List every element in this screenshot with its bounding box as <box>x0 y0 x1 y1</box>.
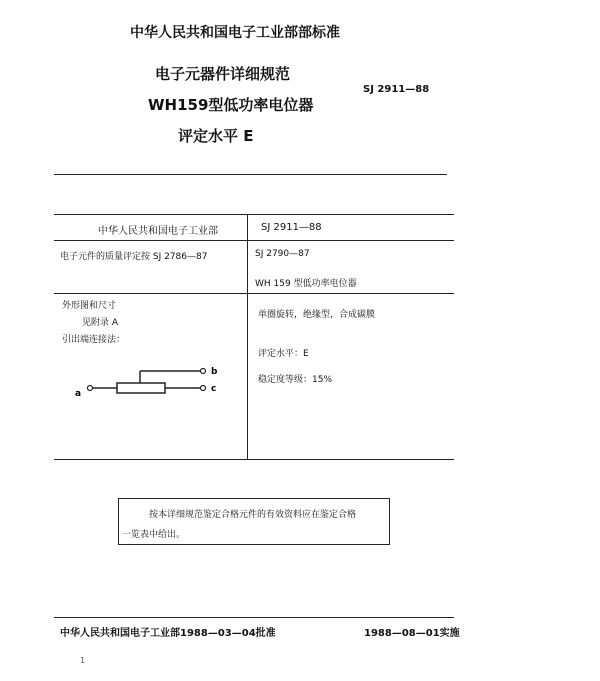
qualification-note-box <box>118 498 390 545</box>
table-cell-sectional-spec: SJ 2790—87 <box>255 249 310 259</box>
outline-dimensions-label: 外形图和尺寸 <box>62 301 117 311</box>
terminal-c-label: c <box>211 384 217 394</box>
table-cell-std-number: SJ 2911—88 <box>261 222 322 233</box>
header-rule <box>54 174 447 175</box>
table-cell-product-name: WH 159 型低功率电位器 <box>255 279 357 289</box>
implementation-date: 1988—08—01实施 <box>364 628 460 639</box>
approval-date: 中华人民共和国电子工业部1988—03—04批准 <box>60 628 276 639</box>
page-number: 1 <box>80 656 86 665</box>
potentiometer-connection-diagram <box>70 360 240 405</box>
table-row1-divider <box>54 240 454 241</box>
note-line-2: 一览表中给出。 <box>122 530 186 540</box>
appendix-reference: 见附录 A <box>82 318 119 328</box>
feature-description: 单圈旋转，绝缘型，合成碳膜 <box>258 310 376 320</box>
table-center-divider <box>247 214 248 459</box>
assessment-level: 评定水平：E <box>258 349 309 359</box>
table-bottom-border <box>54 459 454 460</box>
doc-title-line3: 评定水平 E <box>178 127 254 145</box>
footer-rule <box>54 617 454 618</box>
std-number: SJ 2911—88 <box>363 84 430 95</box>
terminal-b-label: b <box>211 367 218 377</box>
resistor-body <box>117 383 165 393</box>
terminal-b-circle <box>201 369 206 374</box>
terminal-connection-label: 引出端连接法： <box>62 335 126 345</box>
note-line-1: 按本详细规范鉴定合格元件的有效资料应在鉴定合格 <box>149 510 357 520</box>
table-cell-quality-assessment: 电子元件的质量评定按 SJ 2786—87 <box>60 252 208 262</box>
doc-title-line1: 电子元器件详细规范 <box>155 65 291 83</box>
table-cell-ministry: 中华人民共和国电子工业部 <box>98 226 218 237</box>
doc-title-line2: WH159型低功率电位器 <box>148 96 314 114</box>
stability-class: 稳定度等级：15% <box>258 375 333 385</box>
terminal-a-label: a <box>75 389 82 399</box>
table-top-border <box>54 214 454 215</box>
terminal-a-circle <box>88 386 93 391</box>
terminal-c-circle <box>201 386 206 391</box>
table-row2-divider <box>54 293 454 294</box>
org-title: 中华人民共和国电子工业部部标准 <box>130 25 340 41</box>
